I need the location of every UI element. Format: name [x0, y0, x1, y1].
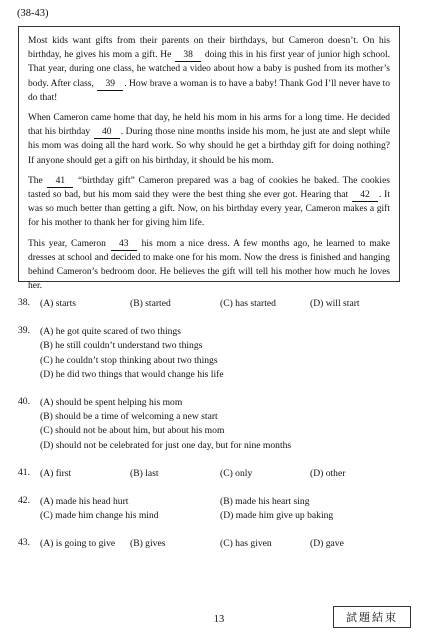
question-number: 40.: [18, 396, 30, 408]
question-40: [18, 396, 418, 453]
blank-42: 42: [352, 190, 378, 202]
passage-text: The: [28, 175, 47, 186]
passage-text: doing this in his first year of junior high school. That year, during one class, he watched a video about how a baby is pushed from its mother’s body. After class,: [28, 50, 390, 89]
question-number: 43.: [18, 537, 30, 549]
question-list: [18, 297, 418, 566]
question-43: [18, 537, 418, 551]
passage-text: When Cameron came home that day, he held his mom in his arms for a long time. He decided that his birthday: [28, 113, 390, 138]
option-a[interactable]: (A) starts: [40, 298, 76, 309]
option-b[interactable]: (B) should be a time of welcoming a new start: [40, 411, 218, 423]
passage-text: . It was so much better than getting a gift. Now, on his birthday every year, Cameron makes a gift for his mother to thank her for giving him life.: [28, 190, 390, 229]
page-number: 13: [213, 614, 225, 625]
passage-paragraph-4: [28, 237, 390, 294]
question-number: 38.: [18, 297, 30, 308]
passage-paragraph-3: [28, 174, 390, 231]
option-b[interactable]: (B) started: [130, 298, 171, 309]
option-a[interactable]: (A) is going to give: [40, 538, 116, 550]
option-a[interactable]: (A) first: [40, 467, 72, 479]
option-d[interactable]: (D) will start: [310, 298, 360, 309]
passage-text: his mom a nice dress. A few months ago, he learned to make dresses at school and decided to make one for his mom. Now the dress is finished and hanging behind Cameron’s bedroom door. He believes the gift will tell his mother how much he loves her.: [28, 238, 390, 292]
option-c[interactable]: (C) made him change his mind: [40, 510, 159, 522]
option-b[interactable]: (B) made his heart sing: [220, 496, 310, 508]
option-a[interactable]: (A) he got quite scared of two things: [40, 326, 181, 338]
option-c[interactable]: (C) only: [220, 467, 253, 479]
passage-text: “birthday gift” Cameron prepared was a bag of cookies he baked. The cookies tasted so bad, but his mom said they were the best thing she ever got. Hearing that: [28, 175, 390, 201]
blank-41: 41: [47, 176, 73, 188]
question-38: [18, 297, 418, 311]
option-d[interactable]: (D) other: [310, 467, 346, 479]
option-b[interactable]: (B) he still couldn’t understand two things: [40, 340, 203, 352]
option-b[interactable]: (B) gives: [130, 538, 166, 550]
passage-text: . During those nine months inside his mom, he just ate and slept while his mom was doing all the hard work. So why should he get a birthday gift for doing nothing? If anyone should get a gift on his birthday, it should be his mom.: [28, 127, 390, 166]
question-39: [18, 325, 418, 382]
option-c[interactable]: (C) has started: [220, 298, 276, 309]
option-d[interactable]: (D) made him give up baking: [220, 510, 334, 522]
option-a[interactable]: (A) made his head hurt: [40, 496, 129, 508]
end-of-exam-box: 試題結束: [333, 606, 411, 628]
question-42: [18, 495, 418, 523]
passage-text: This year, Cameron: [28, 238, 110, 249]
question-number: 42.: [18, 495, 30, 507]
option-d[interactable]: (D) gave: [310, 538, 344, 550]
blank-43: 43: [111, 239, 137, 251]
option-b[interactable]: (B) last: [130, 467, 159, 479]
passage-paragraph-2: [28, 111, 390, 168]
passage-text: Most kids want gifts from their parents on their birthdays, but Cameron doesn’t. On his birthday, he gives his mom a gift. He: [28, 36, 390, 61]
question-41: [18, 467, 418, 481]
blank-39: 39: [97, 79, 123, 91]
passage-text: . How brave a woman is to have a baby! Thank God I’ll never have to do that!: [28, 78, 390, 103]
question-number: 39.: [18, 325, 30, 337]
reading-passage-box: [18, 26, 400, 292]
option-c[interactable]: (C) he couldn’t stop thinking about two things: [40, 354, 218, 366]
option-d[interactable]: (D) should not be celebrated for just one day, but for nine months: [40, 439, 292, 451]
blank-40: 40: [94, 127, 120, 139]
blank-38: 38: [175, 50, 201, 62]
section-range-label: (38-43): [17, 8, 49, 19]
option-a[interactable]: (A) should be spent helping his mom: [40, 397, 183, 409]
question-number: 41.: [18, 466, 30, 478]
option-c[interactable]: (C) has given: [220, 538, 272, 550]
option-d[interactable]: (D) he did two things that would change his life: [40, 368, 224, 380]
option-c[interactable]: (C) should not be about him, but about his mom: [40, 425, 225, 437]
passage-paragraph-1: [28, 34, 390, 105]
